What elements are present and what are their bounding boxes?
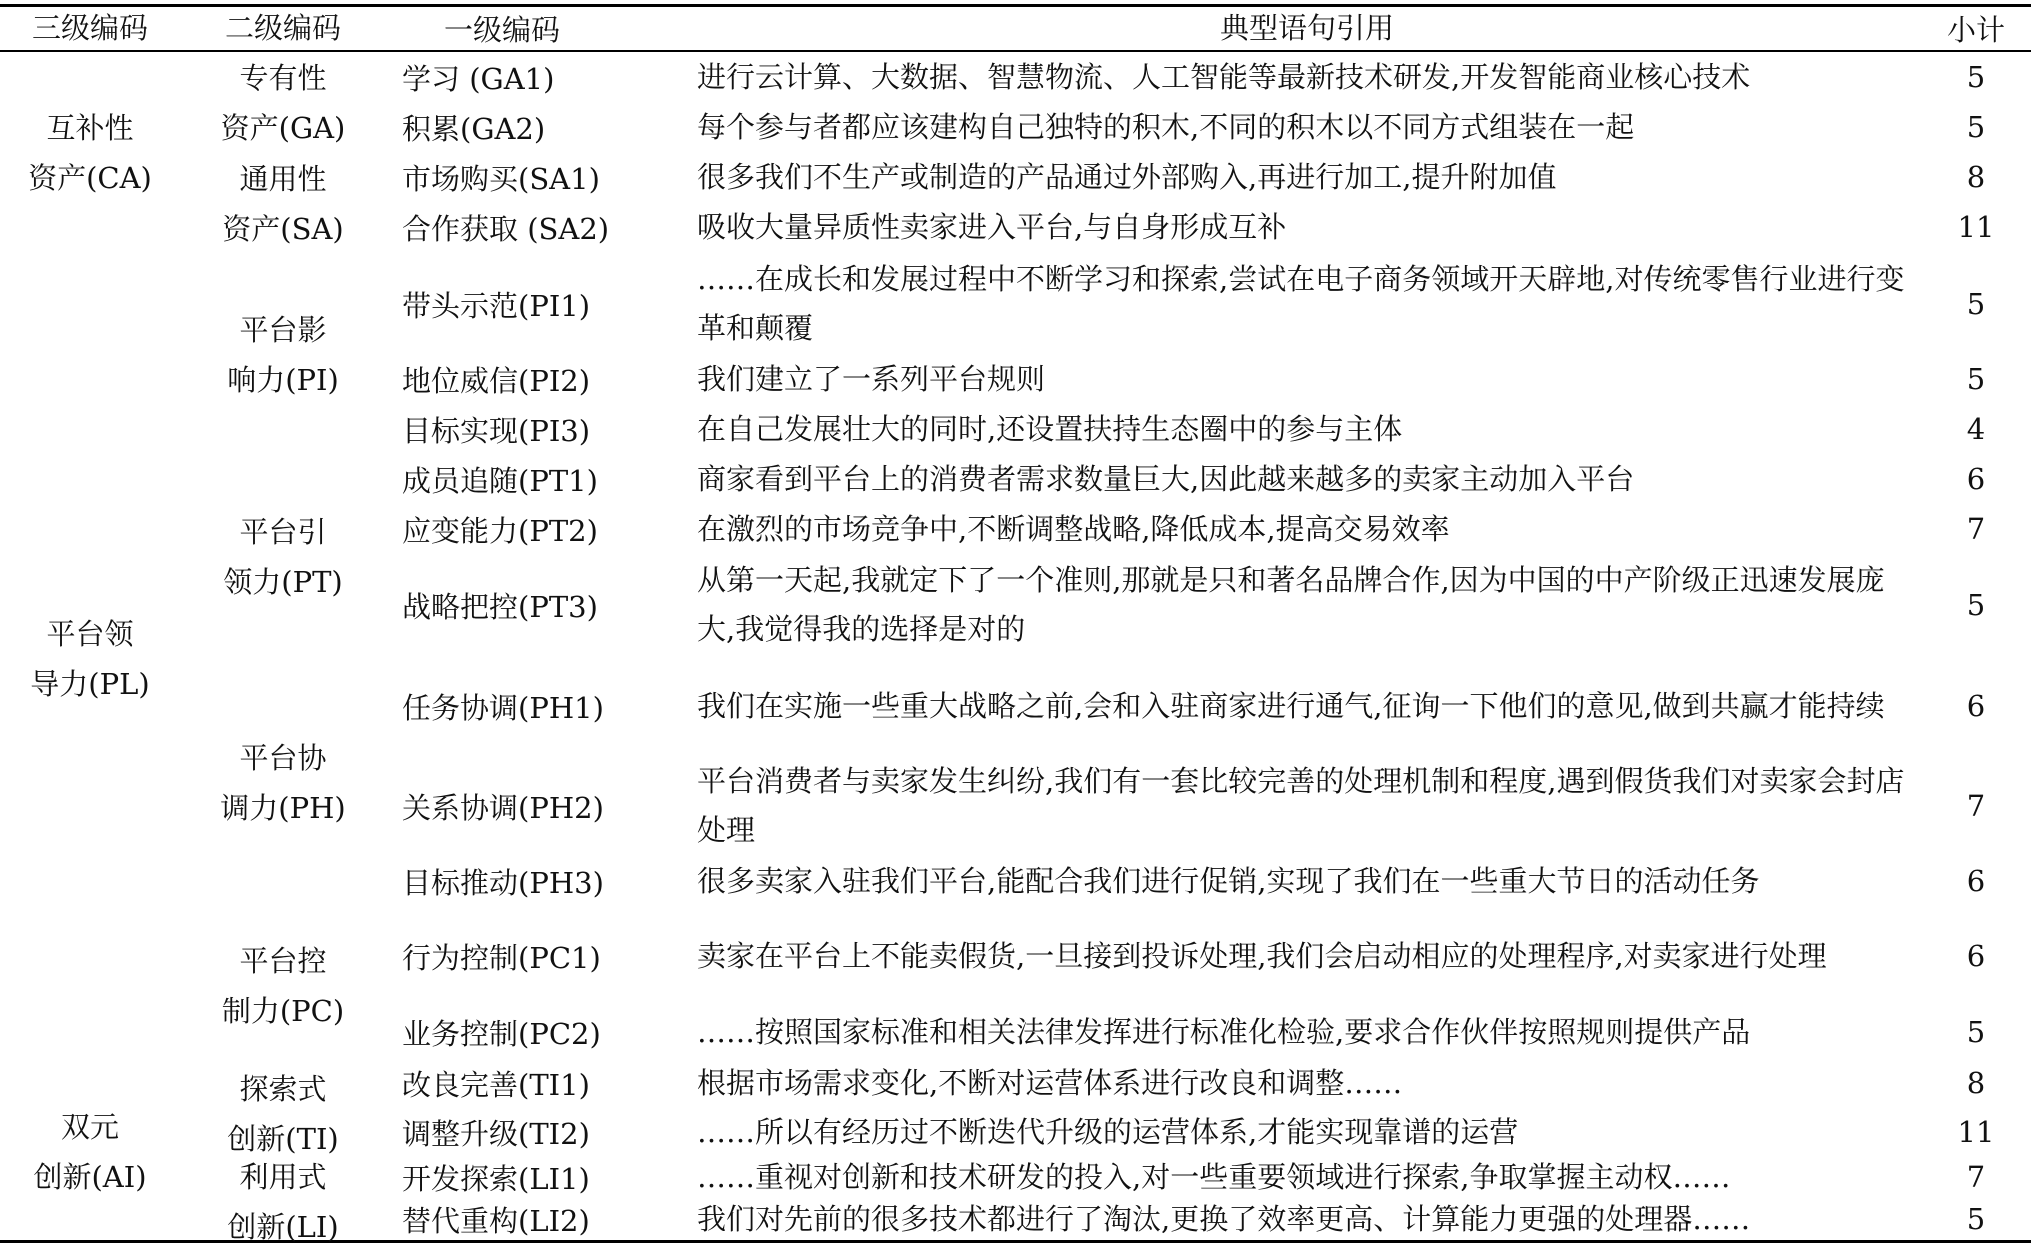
level2-line1: 平台控 bbox=[239, 944, 327, 978]
level1-code: 替代重构(LI2) bbox=[402, 1203, 590, 1238]
level2-line2: 响力(PI) bbox=[227, 363, 339, 397]
level3-cell bbox=[0, 1064, 180, 1240]
header-quote: 典型语句引用 bbox=[1219, 11, 1394, 45]
quote-text: ……所以有经历过不断迭代升级的运营体系,才能实现靠谱的运营 bbox=[697, 1114, 1519, 1149]
level2-line1: 平台协 bbox=[239, 741, 327, 775]
level2-line2: 创新(LI) bbox=[227, 1210, 339, 1244]
quote-text: 根据市场需求变化,不断对运营体系进行改良和调整…… bbox=[697, 1065, 1403, 1100]
quote-text: 很多我们不生产或制造的产品通过外部购入,再进行加工,提升附加值 bbox=[697, 159, 1557, 194]
header-level3: 三级编码 bbox=[31, 11, 148, 45]
level2-cell bbox=[188, 153, 378, 254]
quote-text: 进行云计算、大数据、智慧物流、人工智能等最新技术研发,开发智能商业核心技术 bbox=[697, 59, 1751, 94]
level2-cell bbox=[188, 908, 378, 1064]
level3-line2: 资产(CA) bbox=[28, 161, 152, 195]
level2-line2: 调力(PH) bbox=[220, 791, 346, 825]
count-value: 5 bbox=[1966, 60, 1986, 94]
header-level2: 二级编码 bbox=[224, 11, 341, 45]
header-level1: 一级编码 bbox=[443, 13, 560, 47]
count-value: 5 bbox=[1966, 588, 1986, 622]
level2-line2: 创新(TI) bbox=[227, 1122, 339, 1156]
quote-text: 吸收大量异质性卖家进入平台,与自身形成互补 bbox=[697, 209, 1287, 244]
level1-code: 关系协调(PH2) bbox=[402, 790, 604, 825]
count-value: 6 bbox=[1966, 864, 1986, 898]
quote-text: 我们对先前的很多技术都进行了淘汰,更换了效率更高、计算能力更强的处理器…… bbox=[697, 1201, 1751, 1236]
level1-code: 改良完善(TI1) bbox=[402, 1067, 590, 1102]
quote-text: 每个参与者都应该建构自己独特的积木,不同的积木以不同方式组装在一起 bbox=[697, 109, 1635, 144]
quote-span: 我们在实施一些重大战略之前,会和入驻商家进行通气,征询一下他们的意见,做到共赢才能持续 bbox=[697, 688, 1885, 723]
level2-cell bbox=[188, 1160, 378, 1244]
level1-code: 开发探索(LI1) bbox=[402, 1161, 590, 1196]
level1-code: 学习 (GA1) bbox=[402, 61, 555, 96]
level2-line2: 资产(SA) bbox=[222, 211, 344, 246]
quote-text: 在激烈的市场竞争中,不断调整战略,降低成本,提高交易效率 bbox=[697, 511, 1450, 546]
level2-line1: 探索式 bbox=[239, 1072, 327, 1106]
level1-code: 调整升级(TI2) bbox=[402, 1116, 590, 1151]
count-value: 4 bbox=[1966, 412, 1986, 446]
level1-code: 积累(GA2) bbox=[402, 111, 546, 146]
level3-line2: 创新(AI) bbox=[33, 1160, 147, 1194]
level2-line1: 专有性 bbox=[239, 60, 327, 95]
level1-code: 战略把控(PT3) bbox=[402, 589, 598, 624]
quote-text bbox=[697, 254, 1917, 354]
level1-code: 业务控制(PC2) bbox=[402, 1016, 601, 1051]
level2-line2: 领力(PT) bbox=[223, 565, 343, 599]
quote-span: 平台消费者与卖家发生纠纷,我们有一套比较完善的处理机制和程度,遇到假货我们对卖家会封店处理 bbox=[697, 764, 1905, 847]
count-value: 5 bbox=[1966, 110, 1986, 144]
count-value: 7 bbox=[1966, 1160, 1986, 1194]
level1-code: 地位威信(PI2) bbox=[402, 363, 591, 398]
level1-code: 任务协调(PH1) bbox=[402, 690, 604, 725]
quote-text: 商家看到平台上的消费者需求数量巨大,因此越来越多的卖家主动加入平台 bbox=[697, 461, 1635, 496]
count-value: 5 bbox=[1966, 362, 1986, 396]
level3-cell bbox=[0, 52, 180, 254]
quote-text bbox=[697, 656, 1917, 756]
level2-line1: 平台引 bbox=[239, 515, 327, 549]
count-value: 7 bbox=[1966, 789, 1986, 823]
level1-code: 应变能力(PT2) bbox=[402, 513, 598, 548]
level1-code: 市场购买(SA1) bbox=[402, 161, 600, 196]
level2-line1: 通用性 bbox=[239, 161, 327, 196]
count-value: 8 bbox=[1966, 160, 1986, 194]
quote-span: 卖家在平台上不能卖假货,一旦接到投诉处理,我们会启动相应的处理程序,对卖家进行处理 bbox=[697, 938, 1827, 973]
level1-code: 目标推动(PH3) bbox=[402, 865, 604, 900]
level1-code: 目标实现(PI3) bbox=[402, 413, 591, 448]
count-value: 5 bbox=[1966, 287, 1986, 321]
quote-span: ……在成长和发展过程中不断学习和探索,尝试在电子商务领域开天辟地,对传统零售行业进行变革和颠覆 bbox=[697, 262, 1905, 345]
level1-code: 带头示范(PI1) bbox=[402, 288, 591, 323]
quote-text bbox=[697, 554, 1917, 656]
level2-cell bbox=[188, 1064, 378, 1164]
quote-text: 很多卖家入驻我们平台,能配合我们进行促销,实现了我们在一些重大节日的活动任务 bbox=[697, 863, 1760, 898]
level1-code: 成员追随(PT1) bbox=[402, 463, 598, 498]
count-value: 5 bbox=[1966, 1015, 1986, 1049]
level3-cell bbox=[0, 254, 180, 1064]
level2-line1: 利用式 bbox=[239, 1160, 327, 1194]
level3-line1: 双元 bbox=[60, 1110, 119, 1144]
level2-line1: 平台影 bbox=[239, 313, 327, 347]
count-value: 6 bbox=[1966, 462, 1986, 496]
level2-cell bbox=[188, 254, 378, 456]
quote-text bbox=[697, 906, 1917, 1006]
level2-cell bbox=[188, 658, 378, 908]
count-value: 8 bbox=[1966, 1066, 1986, 1100]
count-value: 7 bbox=[1966, 512, 1986, 546]
quote-text: 在自己发展壮大的同时,还设置扶持生态圈中的参与主体 bbox=[697, 411, 1403, 446]
level2-cell bbox=[188, 456, 378, 658]
level1-code: 行为控制(PC1) bbox=[402, 940, 601, 975]
quote-text: ……按照国家标准和相关法律发挥进行标准化检验,要求合作伙伴按照规则提供产品 bbox=[697, 1014, 1751, 1049]
count-value: 6 bbox=[1966, 939, 1986, 973]
count-value: 11 bbox=[1957, 1115, 1995, 1149]
level2-cell bbox=[188, 52, 378, 153]
quote-text bbox=[697, 756, 1917, 856]
header-count: 小计 bbox=[1946, 13, 2005, 47]
quote-span: 从第一天起,我就定下了一个准则,那就是只和著名品牌合作,因为中国的中产阶级正迅速发展庞大,我觉得我的选择是对的 bbox=[697, 563, 1885, 646]
level2-line2: 制力(PC) bbox=[221, 994, 345, 1028]
level2-line2: 资产(GA) bbox=[220, 110, 346, 145]
count-value: 5 bbox=[1966, 1202, 1986, 1236]
level3-line1: 互补性 bbox=[46, 111, 134, 145]
count-value: 6 bbox=[1966, 689, 1986, 723]
quote-text: 我们建立了一系列平台规则 bbox=[697, 361, 1046, 396]
level1-code: 合作获取 (SA2) bbox=[402, 211, 610, 246]
quote-text: ……重视对创新和技术研发的投入,对一些重要领域进行探索,争取掌握主动权…… bbox=[697, 1159, 1731, 1194]
level3-line1: 平台领 bbox=[46, 617, 134, 651]
count-value: 11 bbox=[1957, 210, 1995, 244]
level3-line2: 导力(PL) bbox=[30, 667, 150, 701]
